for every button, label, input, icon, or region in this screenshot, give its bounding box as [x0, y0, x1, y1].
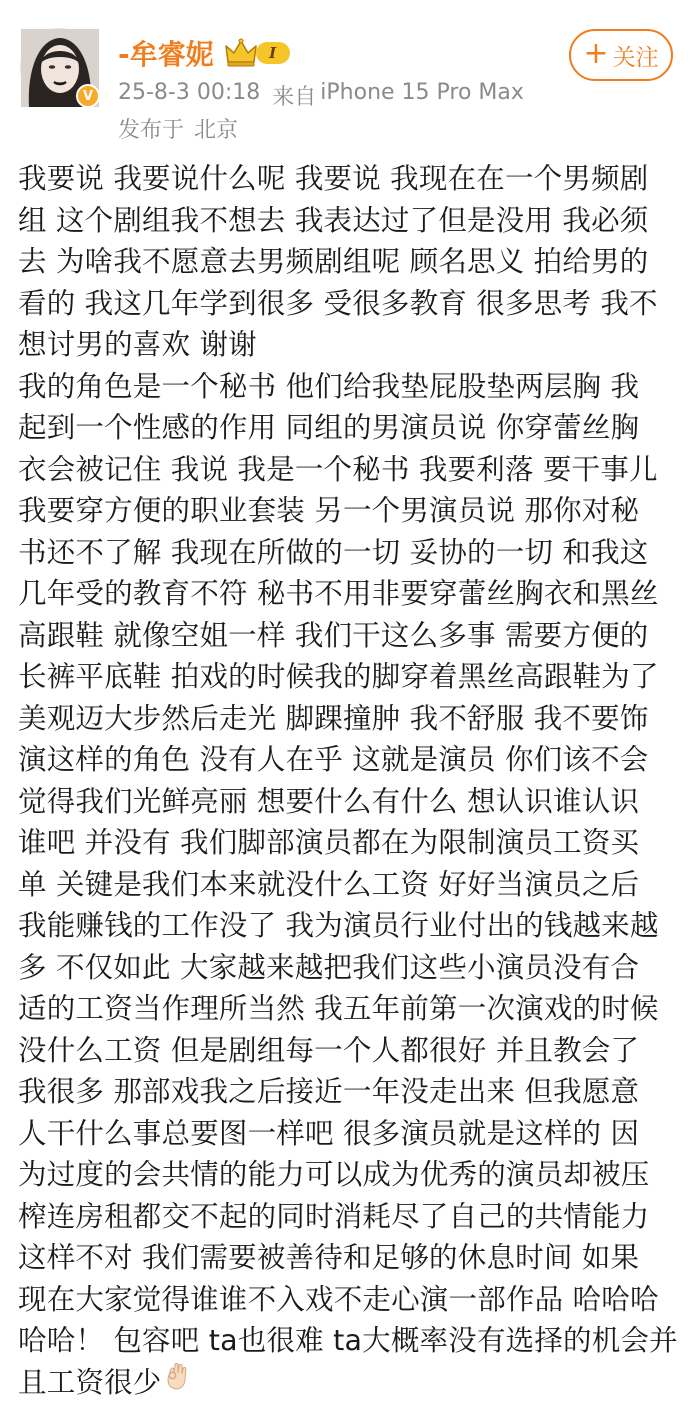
member-badge[interactable] [224, 38, 290, 68]
post-text-line: 看的 我这几年学到很多 受很多教育 很多思考 我不 [18, 283, 678, 325]
post-text-line: 衣会被记住 我说 我是一个秘书 我要利落 要干事儿 [18, 449, 678, 491]
name-row [118, 34, 290, 72]
source-prefix: 来自 [272, 80, 316, 111]
post-header [0, 0, 690, 150]
post-text-line: 美观迈大步然后走光 脚踝撞肿 我不舒服 我不要饰 [18, 698, 678, 740]
post-content [18, 158, 678, 1403]
post-text-line: 书还不了解 我现在所做的一切 妥协的一切 和我这 [18, 532, 678, 574]
post-location [118, 113, 238, 144]
post-text-line: 榨连房租都交不起的同时消耗尽了自己的共情能力 [18, 1196, 678, 1238]
location-name: 北京 [194, 113, 238, 144]
post-text-line: 现在大家觉得谁谁不入戏不走心演一部作品 哈哈哈 [18, 1279, 678, 1321]
post-text-line: 这样不对 我们需要被善待和足够的休息时间 如果 [18, 1237, 678, 1279]
location-prefix: 发布于 [118, 113, 184, 144]
post-text-line: 谁吧 并没有 我们脚部演员都在为限制演员工资买 [18, 822, 678, 864]
plus-icon: + [583, 39, 608, 69]
ok-hand-emoji-icon [164, 1360, 190, 1402]
avatar[interactable] [20, 28, 102, 110]
post-text-line: 我能赚钱的工作没了 我为演员行业付出的钱越来越 [18, 905, 678, 947]
post-text-line: 哈哈！ 包容吧 ta也很难 ta大概率没有选择的机会并 [18, 1320, 678, 1362]
post-text-line: 长裤平底鞋 拍戏的时候我的脚穿着黑丝高跟鞋为了 [18, 656, 678, 698]
post-time: 25-8-3 00:18 [118, 80, 260, 111]
post-text-line: 我要穿方便的职业套装 另一个男演员说 那你对秘 [18, 490, 678, 532]
post-text-last-line [18, 1362, 678, 1403]
follow-button[interactable] [569, 29, 673, 81]
post-text-line: 我很多 那部戏我之后接近一年没走出来 但我愿意 [18, 1071, 678, 1113]
user-name[interactable]: -牟睿妮 [118, 33, 214, 73]
ok-hand-icon [164, 1360, 190, 1390]
post-text-line: 演这样的角色 没有人在乎 这就是演员 你们该不会 [18, 739, 678, 781]
post-text-line: 人干什么事总要图一样吧 很多演员就是这样的 因 [18, 1113, 678, 1155]
post-text-line: 我要说 我要说什么呢 我要说 我现在在一个男频剧 [18, 158, 678, 200]
level-badge: I [256, 42, 290, 64]
post-text-line: 单 关键是我们本来就没什么工资 好好当演员之后 [18, 864, 678, 906]
verified-badge: V [76, 84, 100, 108]
post-text-line: 多 不仅如此 大家越来越把我们这些小演员没有合 [18, 947, 678, 989]
post-text-line: 觉得我们光鲜亮丽 想要什么有什么 想认识谁认识 [18, 781, 678, 823]
post-text-line: 为过度的会共情的能力可以成为优秀的演员却被压 [18, 1154, 678, 1196]
post-meta [118, 80, 524, 111]
crown-icon [224, 38, 258, 68]
post-text-line: 没什么工资 但是剧组每一个人都很好 并且教会了 [18, 1030, 678, 1072]
post-text-line: 高跟鞋 就像空姐一样 我们干这么多事 需要方便的 [18, 615, 678, 657]
post-text-line: 且工资很少 [18, 1366, 162, 1399]
post-text-line: 几年受的教育不符 秘书不用非要穿蕾丝胸衣和黑丝 [18, 573, 678, 615]
post-text-line: 适的工资当作理所当然 我五年前第一次演戏的时候 [18, 988, 678, 1030]
device-name: iPhone 15 Pro Max [320, 80, 524, 111]
post-text-line: 起到一个性感的作用 同组的男演员说 你穿蕾丝胸 [18, 407, 678, 449]
post-text-line: 去 为啥我不愿意去男频剧组呢 顾名思义 拍给男的 [18, 241, 678, 283]
post-text-line: 想讨男的喜欢 谢谢 [18, 324, 678, 366]
post-text-line: 组 这个剧组我不想去 我表达过了但是没用 我必须 [18, 200, 678, 242]
follow-label: 关注 [613, 39, 659, 72]
post-text-line: 我的角色是一个秘书 他们给我垫屁股垫两层胸 我 [18, 366, 678, 408]
